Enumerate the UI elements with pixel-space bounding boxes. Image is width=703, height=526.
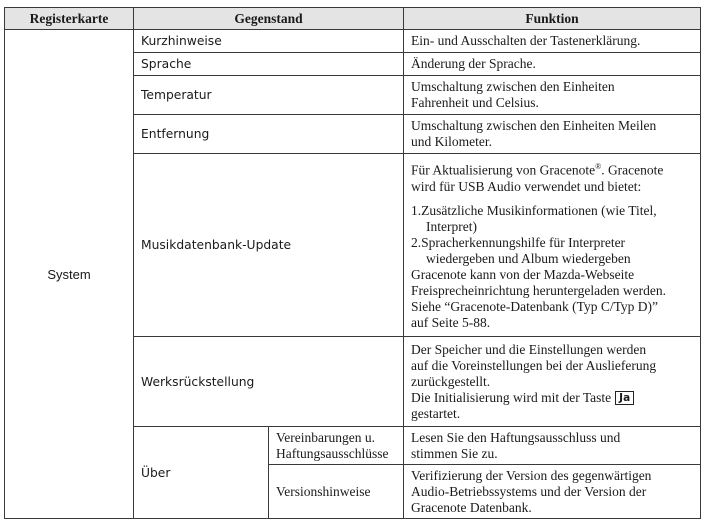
musik-list-item: 1.Zusätzliche Musikinformationen (wie Titel, [411,202,657,218]
musik-intro: Für Aktualisierung von Gracenote [411,162,596,178]
musik-tail: auf Seite 5-88. [411,314,491,330]
item-musikdatenbank: Musikdatenbank-Update [134,154,404,337]
header-register: Registerkarte [5,8,134,30]
register-system: System [5,30,134,519]
musik-list-item: Interpret) [426,218,477,234]
function-werksrueckstellung [404,337,701,427]
werks-init: Die Initialisierung wird mit der Taste [411,389,612,405]
item-kurzhinweise: Kurzhinweise [134,30,404,53]
function-versionshinweise-line: Gracenote Datenbank. [411,499,532,515]
musik-tail: Siehe “Gracenote-Datenbank (Typ C/Typ D)” [411,298,659,314]
musik-list-item: 2.Spracherkennungshilfe für Interpreter [411,234,626,250]
function-temperatur [404,76,701,115]
werks-end: gestartet. [411,405,461,421]
function-entfernung-line: und Kilometer. [411,134,493,149]
item-temperatur: Temperatur [134,76,404,115]
function-temperatur-line: Fahrenheit und Celsius. [411,95,539,110]
function-vereinbarungen [404,427,701,465]
werks-line: auf die Voreinstellungen bei der Auslieferung [411,357,657,373]
subitem-vereinbarungen-line: Haftungsausschlüsse [276,445,389,461]
function-versionshinweise-line: Audio-Betriebssystems und der Version der [411,483,647,499]
ja-key-icon: Ja [615,391,634,405]
subitem-vereinbarungen-line: Vereinbarungen u. [276,429,375,445]
header-row [5,8,701,30]
function-temperatur-line: Umschaltung zwischen den Einheiten [411,79,615,94]
subitem-vereinbarungen [269,427,404,465]
musik-tail: Gracenote kann von der Mazda-Webseite [411,266,635,282]
subitem-versionshinweise: Versionshinweise [269,465,404,519]
settings-table [4,7,701,519]
item-entfernung: Entfernung [134,115,404,154]
function-sprache: Änderung der Sprache. [404,53,701,76]
werks-line: Der Speicher und die Einstellungen werden [411,341,647,357]
function-vereinbarungen-line: Lesen Sie den Haftungsausschluss und [411,429,621,445]
musik-intro: . Gracenote [601,162,664,178]
item-sprache: Sprache [134,53,404,76]
item-ueber: Über [134,427,269,519]
musik-tail: Freisprecheinrichtung heruntergeladen werden. [411,282,667,298]
function-entfernung-line: Umschaltung zwischen den Einheiten Meilen [411,118,657,133]
header-item: Gegenstand [134,8,404,30]
function-entfernung [404,115,701,154]
function-versionshinweise [404,465,701,519]
function-versionshinweise-line: Verifizierung der Version des gegenwärtigen [411,467,652,483]
musik-list-item: wiedergeben und Album wiedergeben [426,250,631,266]
registered-mark: ® [595,162,602,172]
function-kurzhinweise: Ein- und Ausschalten der Tastenerklärung. [404,30,701,53]
header-function: Funktion [404,8,701,30]
row-kurzhinweise [5,30,701,53]
musik-intro: wird für USB Audio verwendet und bietet: [411,178,642,194]
function-musikdatenbank [404,154,701,337]
werks-line: zurückgestellt. [411,373,491,389]
item-werksrueckstellung: Werksrückstellung [134,337,404,427]
function-vereinbarungen-line: stimmen Sie zu. [411,445,498,461]
